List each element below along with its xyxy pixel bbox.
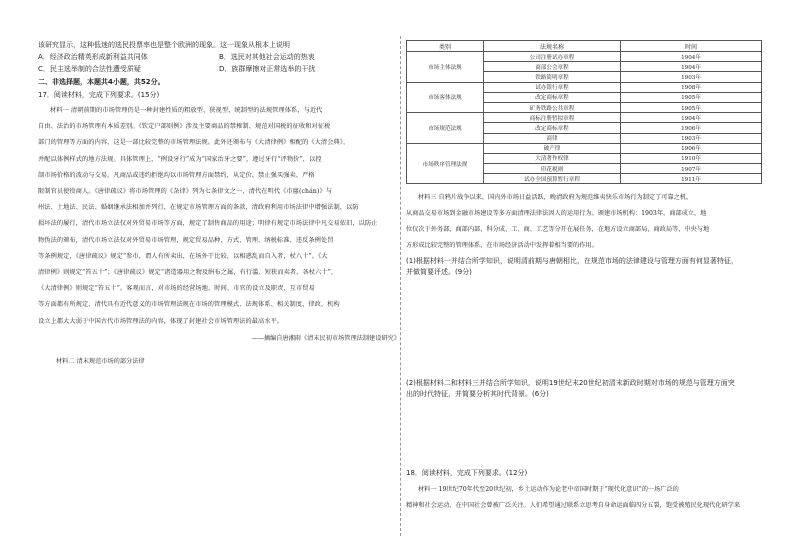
regulation-year: 1910年 [621,153,762,163]
table-row [407,82,762,92]
material-18-line: 精神和社会运动，在中国社会曾被广泛关注。人们希望通过联系立思考自身命运面临四分五裂，饱受被殖民化现代化研学来 [406,502,741,510]
material-1-line: 等条例规定，《唐律疏议》规定“参市，谓人有所卖出，在场外干比较，以相惑乱而自入者，杖八十”。《大 [38,252,328,260]
material-3-line: 材料三 自鸦片战争以来，国内外市场日益活跃，晚清政府为规范维夷快乐市场行为制定了可靠之机， [418,194,693,202]
regulation-year: 1906年 [621,123,762,133]
option-d: D．族群摩擦对正常选举的干扰 [219,65,316,73]
table-row [407,143,762,153]
question-18-title: 18．阅读材料，完成下列要求。(12分) [406,469,528,478]
regulation-year: 1903年 [621,72,762,82]
answer-space-2 [406,400,762,468]
regulation-name: 公司注册试办章程 [484,52,621,62]
table-header-row [407,41,762,52]
question-17-1-line: (1)根据材料一并结合所学知识，说明清前期与唐朝相比，在规范市场的法律建设与管理方面有何显著特征， [406,257,738,266]
regulation-year: 1904年 [621,113,762,123]
regulation-name: 改定商标章程 [484,123,621,133]
material-1-line: 清律例》则规定“笞五十”；《唐律疏议》规定“诸造器用之物及绢布之属，有行滥、短狭而卖者，各杖六十”， [38,269,338,277]
intro-line: 该研究显示，这种低迷的选民投票率也是整个欧洲的现象。这一现象从根本上说明 [38,41,290,49]
option-a: A．经济政治精英形成新利益共同体 [38,53,148,61]
material-1-line: 材料一 清朝前期的市场管理仍是一种封建性质的粗放型、狭视型、统制型的法规管理体系，与近代 [50,107,323,114]
regulation-name: 破产律 [484,143,621,153]
regulation-year: 1905年 [621,92,762,102]
section-title: 二、非选择题，本题共4小题，共52分。 [38,78,165,86]
question-17-1-line: 并做简要评述。(9分) [406,268,472,277]
material-1-line: 部门的管理等方面的内容，这是一部比较完整的市场管理法规。此外还颁布与《大清律例》相配的《大清会典》， [38,139,350,147]
regulation-name: 试办银行章程 [484,82,621,92]
regulation-name: 大清著作权律 [484,153,621,163]
material-1 [38,103,400,330]
material-1-line: 自由、法治的市场管理有本质差别。《钦定户部则例》涉及主要商品的禁榷制、规范对国税的征收和对征税 [38,123,331,131]
regulation-name: 试办全国预算暂行章程 [484,174,621,184]
citation: ——摘编自唐湘雨《清末民初市场管理法制建设研究》 [251,334,400,342]
material-1-line: 限制官员使役商人。《唐律疏议》将市场管理的《杂律》列为七条律文之一，清代在明代《市廛(chán)》与 [38,188,333,196]
answer-space-1 [406,278,762,378]
regulation-year: 1908年 [621,82,762,92]
question-17-2-line: 出的时代特征，并简要分析其时代背景。(6分) [406,390,549,399]
option-b: B．选民对其他社会运动的热衷 [219,53,315,61]
options-row-1 [38,51,400,63]
regulation-name: 改定商标章程 [484,92,621,102]
regulation-year: 1907年 [621,164,762,174]
regulation-name: 印花税则 [484,164,621,174]
category-cell: 市场秩序管理法规 [407,143,484,184]
material-3-line: 从商品交易市场到金融市场建设等多方面清理法律法因人的运用行为。颁建市场机构：1903年，商部成立，地 [406,210,707,218]
regulation-name: 商律 [484,133,621,143]
header-name: 法规名称 [484,41,621,52]
regulation-year: 1911年 [621,174,762,184]
column-divider [400,36,401,536]
material-3 [406,190,762,254]
regulation-name: 矿务铁路公共章程 [484,102,621,112]
material-1-line: 等方面都有所规定，清代具有近代意义的市场管理法规在市场的管理模式、法规体系、相关制度、律政、机构 [38,301,340,309]
category-cell: 市场客体法规 [407,82,484,113]
regulation-name: 商标注册暂拟章程 [484,113,621,123]
material-1-line: 损坏法的履行，清代市场立法仅对外贸易市场等方面，规定了制售商品的用途；明律有规定市场法律中凡交易依旧，以防止 [38,220,378,228]
material-2-label: 材料二 清末规范市场的部分法律 [56,357,145,365]
header-time: 时间 [621,41,762,52]
material-3-line: 位仅次于外务部，商部内部，科分成、工、商、工艺等分开在展任务，在地方设立商部局，商政局等，中央与地 [406,226,710,234]
material-1-line: 物伪法的颁布，清代市场立法仅对外贸易市场管理，规定贸易品种、方式、管理、纳税标准、违反条例处罚 [38,236,334,244]
question-17-title: 17．阅读材料，完成下列要求。(15分) [38,91,160,99]
material-18-line: 材料一 19世纪70年代至20世纪初，乡土运动作为论老中帝国时期于“现代化意识”的一场广泛的 [418,486,679,494]
regulation-year: 1906年 [621,143,762,153]
regulation-name: 商部公会章程 [484,62,621,72]
material-1-line: 并配以体例样式的地方法规。具体管理上，“例设牙行”成为“国家治牙之要”，遵过牙行“评物价”，以控 [38,155,322,163]
regulation-year: 1904年 [621,52,762,62]
regulation-year: 1903年 [621,133,762,143]
right-column [406,40,762,514]
left-column [38,40,400,365]
option-c: C．民主选举制的合法性遭受质疑 [38,65,141,73]
question-17-2-line: (2)根据材料二和材料三并结合所学知识，说明19世纪末20世纪初清末新政时期对市场的规范与管理方面突 [406,379,735,388]
regulations-table [406,40,762,184]
options-row-2 [38,63,400,75]
material-1-line: 《大清律例》则规定“笞五十”。客观而言，对市场的经营场地、时间、市官的设立及职责、互市贸易 [38,285,315,293]
material-1-line: 制市场价格的波动与交易。凡商品或违约拒绝均以市场管理方面禁约，从定价、禁止强买强卖、严格 [38,171,315,179]
question-17-1 [406,256,762,278]
table-row [407,113,762,123]
table-row [407,52,762,62]
question-17-2 [406,378,762,400]
header-category: 类别 [407,41,484,52]
material-3-line: 方形成比较完整的管理体系，在市场经济活动中发挥着相当要的作用。 [406,242,598,250]
material-1-line: 州法、土地法、民法、婚姻继承法相加并列行，在规定市场管理方面的条款，清政府利用市场法律中增强法制，以防 [38,204,359,212]
category-cell: 市场规范法规 [407,113,484,144]
material-1-line: 设立上都大大弱于中国古代市场管理法的内容，体现了封建社会市场管理法的最高水平。 [38,317,284,325]
regulation-year: 1905年 [621,102,762,112]
regulation-name: 铁路简明章程 [484,72,621,82]
regulation-year: 1904年 [621,62,762,72]
material-18-1 [406,482,762,514]
category-cell: 市场主体法规 [407,52,484,83]
